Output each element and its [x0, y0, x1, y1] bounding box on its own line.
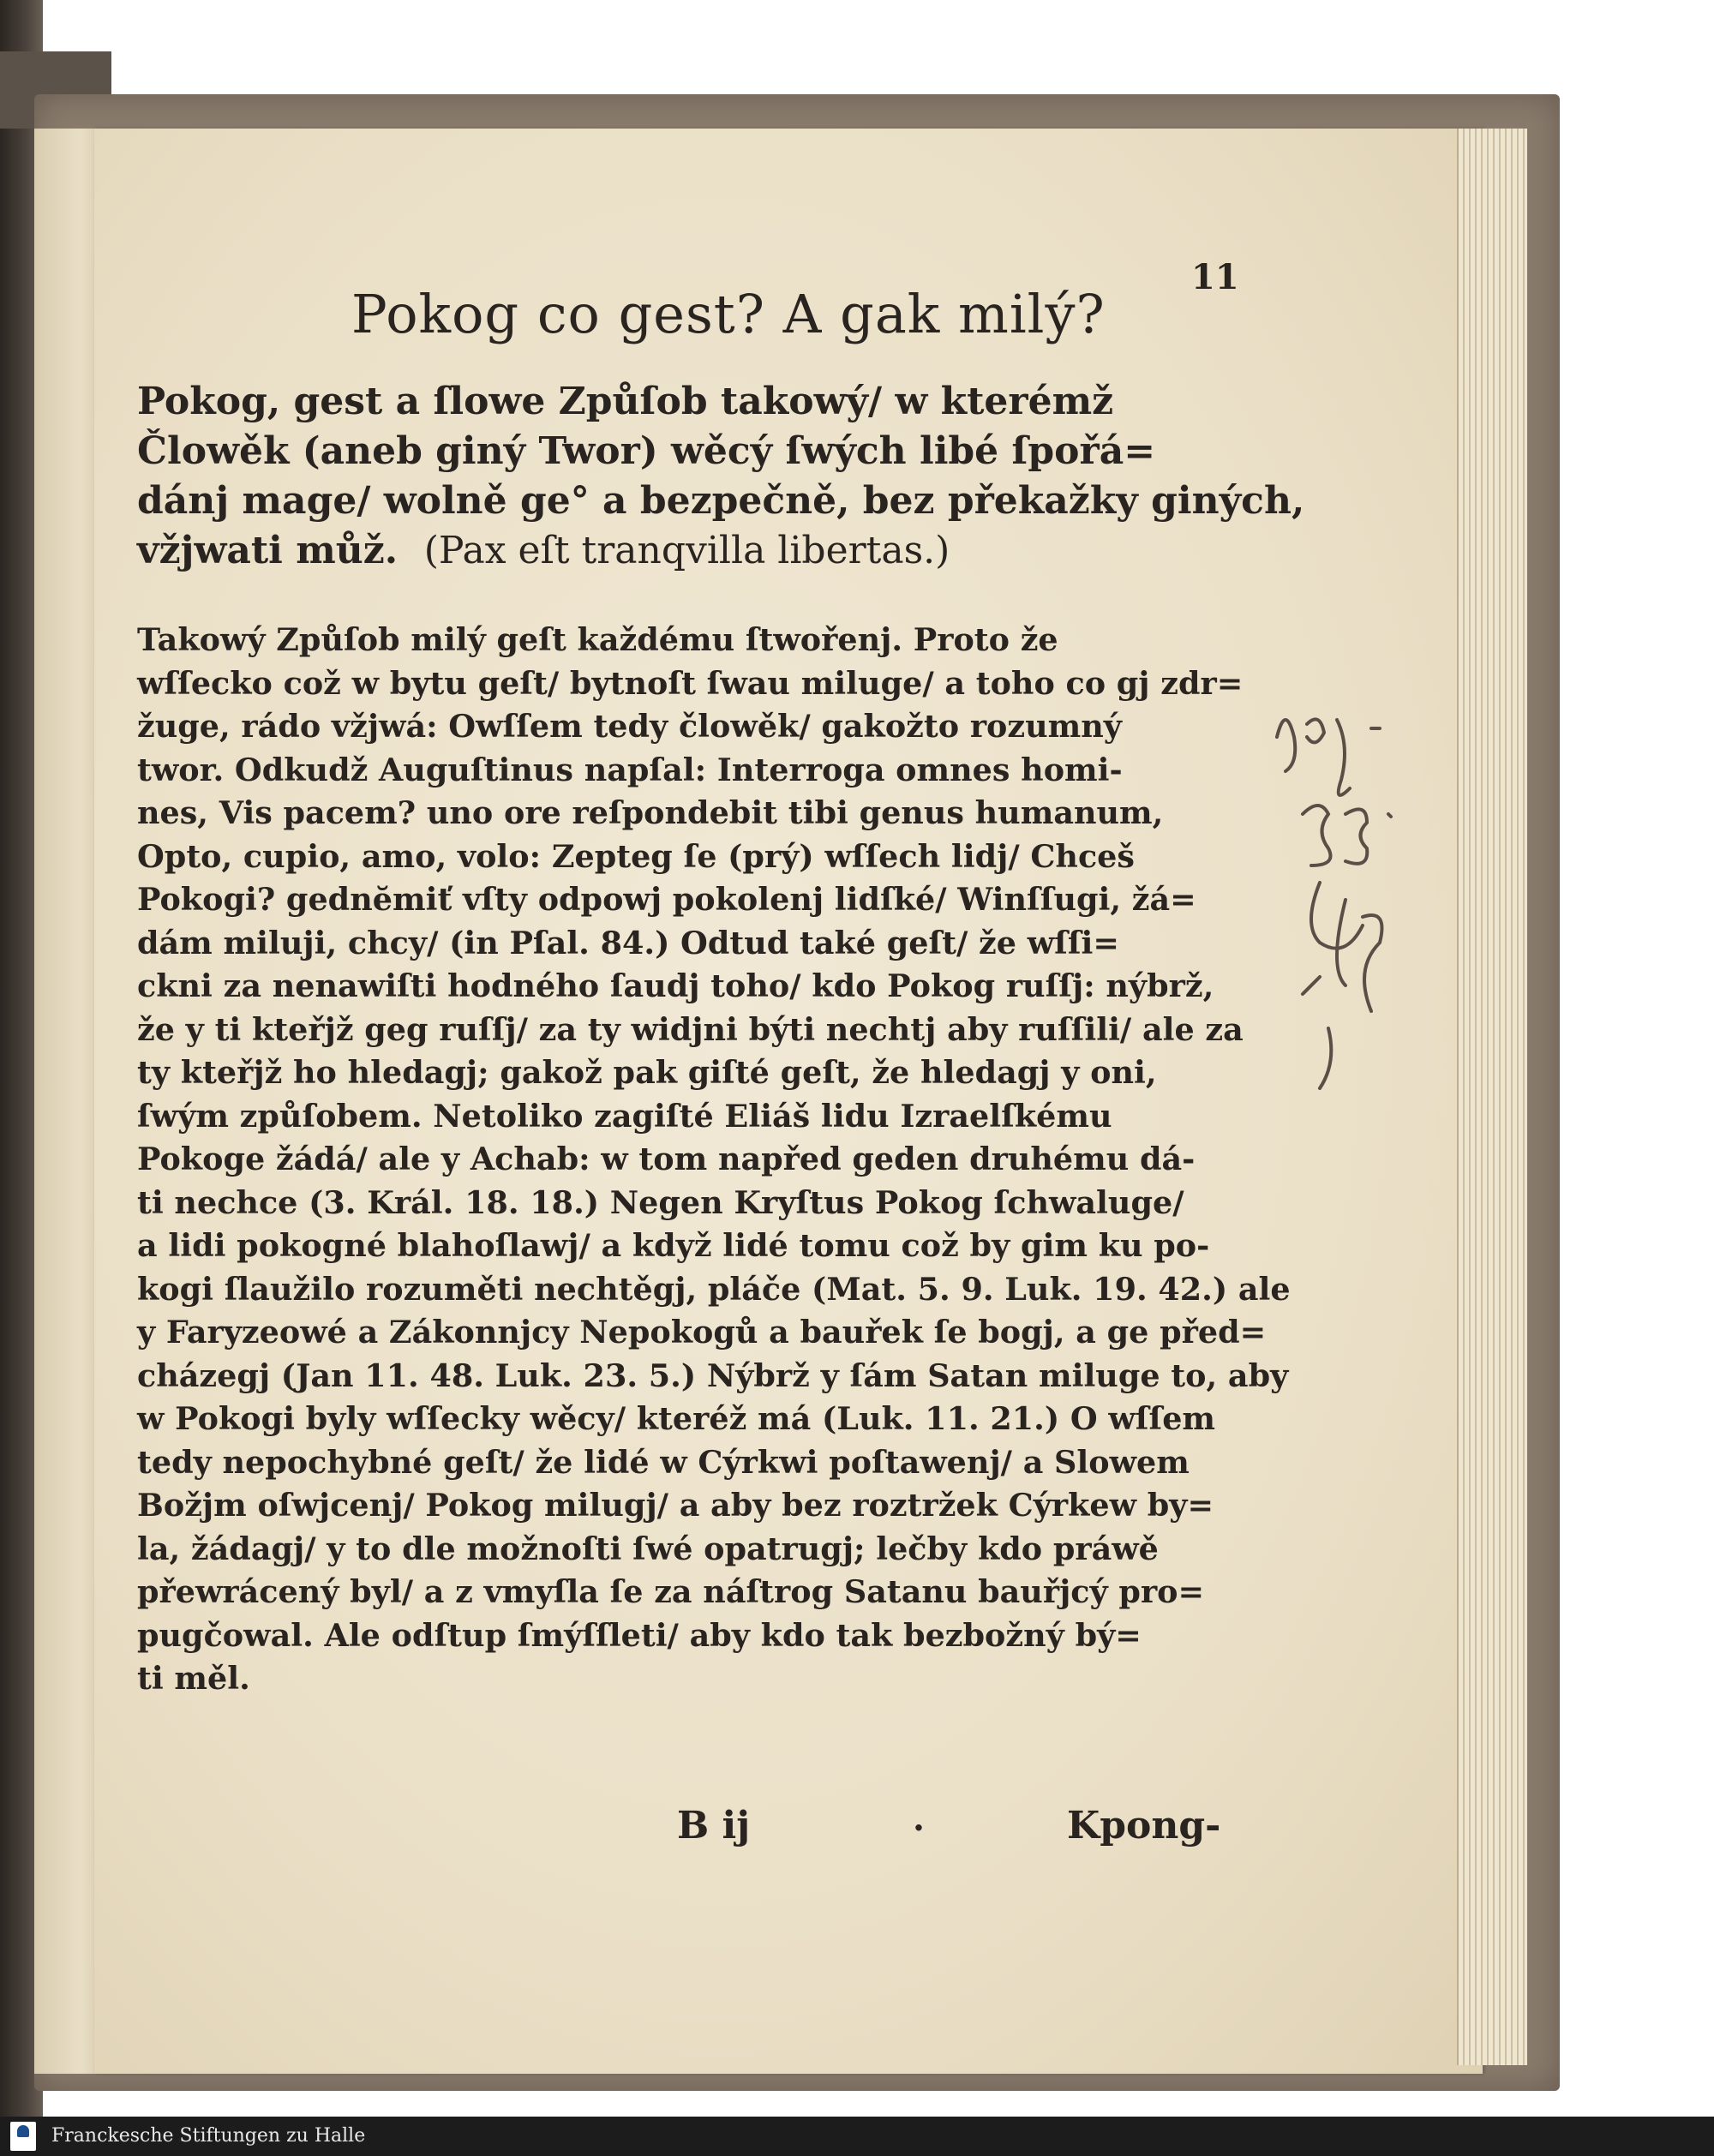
text-line	[137, 526, 1251, 576]
text-line: přewrácený byl/ a z vmyſla ſe za náſtrog Satanu bauřjcý pro=	[137, 1573, 1205, 1610]
text-line: a lidi pokogné blahoſlawj/ a když lidé tomu což by gim ku po-	[137, 1227, 1210, 1264]
institution-name: Franckesche Stiftungen zu Halle	[51, 2125, 366, 2147]
latin-quote: (Pax eſt tranqvilla libertas.)	[423, 529, 950, 572]
text-line: Pokog, gest a ſlowe Způſob takowý/ w kterémž	[137, 380, 1114, 423]
text-line: Božjm oſwjcenj/ Pokog milugj/ a aby bez roztržek Cýrkew by=	[137, 1487, 1214, 1524]
text-line: žuge, rádo vžjwá: Owſſem tedy člowěk/ gakožto rozumný	[137, 708, 1123, 745]
text-line: ty kteřjž ho hledagj; gakož pak giſté geſt, že hledagj y oni,	[137, 1054, 1157, 1091]
text-line: y Faryzeowé a Zákonnjcy Nepokogů a bauřek ſe bogj, a ge před=	[137, 1314, 1267, 1350]
text-line: pugčowal. Ale odſtup ſmýſſleti/ aby kdo tak bezbožný bý=	[137, 1616, 1142, 1654]
text-line: Člowěk (aneb giný Twor) wěcý ſwých libé ſpořá=	[137, 429, 1156, 473]
text-line: cházegj (Jan 11. 48. Luk. 23. 5.) Nýbrž y ſám Satan miluge to, aby	[137, 1356, 1289, 1394]
text-line: tedy nepochybné geſt/ že lidé w Cýrkwi poſtawenj/ a Slowem	[137, 1443, 1190, 1481]
text-line: Opto, cupio, amo, volo: Zepteg ſe (prý) wſſech lidj/ Chceš	[137, 837, 1135, 875]
page-heading: Pokog co gest? A gak milý?	[351, 283, 1106, 345]
text-line: že y ti kteřjž geg ruſſj/ za ty widjni býti nechtj aby ruſſili/ ale za	[137, 1010, 1244, 1048]
text-line: kogi ſlaužilo rozuměti nechtěgj, pláče (Mat. 5. 9. Luk. 19. 42.) ale	[137, 1270, 1291, 1308]
text-line: ti nechce (3. Král. 18. 18.) Negen Kryſtus Pokog ſchwaluge/	[137, 1183, 1184, 1221]
text-line: dánj mage/ wolně ge° a bezpečně, bez překažky giných,	[137, 479, 1305, 523]
text-line: twor. Odkudž Auguſtinus napſal: Interroga omnes homi-	[137, 751, 1123, 788]
paragraph-body	[137, 619, 1291, 1701]
text-line: ckni za nenawiſti hodného ſaudj toho/ kdo Pokog ruſſj: nýbrž,	[137, 967, 1214, 1004]
text-line-body: vžjwati můž.	[137, 529, 399, 572]
catchword: Kpong-	[1067, 1804, 1221, 1848]
handwritten-margin-note	[1268, 686, 1440, 1097]
text-line: nes, Vis pacem? uno ore reſpondebit tibi genus humanum,	[137, 794, 1164, 831]
footer-dot: ·	[913, 1808, 925, 1848]
page-edges	[1457, 129, 1527, 2065]
paragraph-definition	[137, 377, 1305, 576]
text-line: ſwým způſobem. Netoliko zagiſté Eliáš lidu Izraelſkému	[137, 1097, 1112, 1135]
text-line: w Pokogi byly wſſecky wěcy/ kteréž má (Luk. 11. 21.) O wſſem	[137, 1400, 1216, 1437]
text-line: wſſecko což w bytu geſt/ bytnoſt ſwau miluge/ a toho co gj zdr=	[137, 664, 1244, 702]
text-line: Takowý Způſob milý geſt každému ſtwořenj. Proto že	[137, 621, 1058, 658]
text-line: la, žádagj/ y to dle možnoſti ſwé opatrugj; lečby kdo práwě	[137, 1530, 1159, 1567]
text-line: Pokoge žádá/ ale y Achab: w tom napřed geden druhému dá-	[137, 1141, 1196, 1177]
signature-mark: B ij	[677, 1804, 751, 1848]
text-line: ti měl.	[137, 1660, 250, 1697]
text-line: dám miluji, chcy/ (in Pſal. 84.) Odtud také geſt/ že wſſi=	[137, 924, 1119, 961]
text-line: Pokogi? gednĕmiť vſty odpowj pokolenj lidſké/ Winſſugi, žá=	[137, 881, 1196, 918]
folio-number: 11	[1191, 257, 1239, 297]
institution-logo-icon	[10, 2122, 36, 2151]
